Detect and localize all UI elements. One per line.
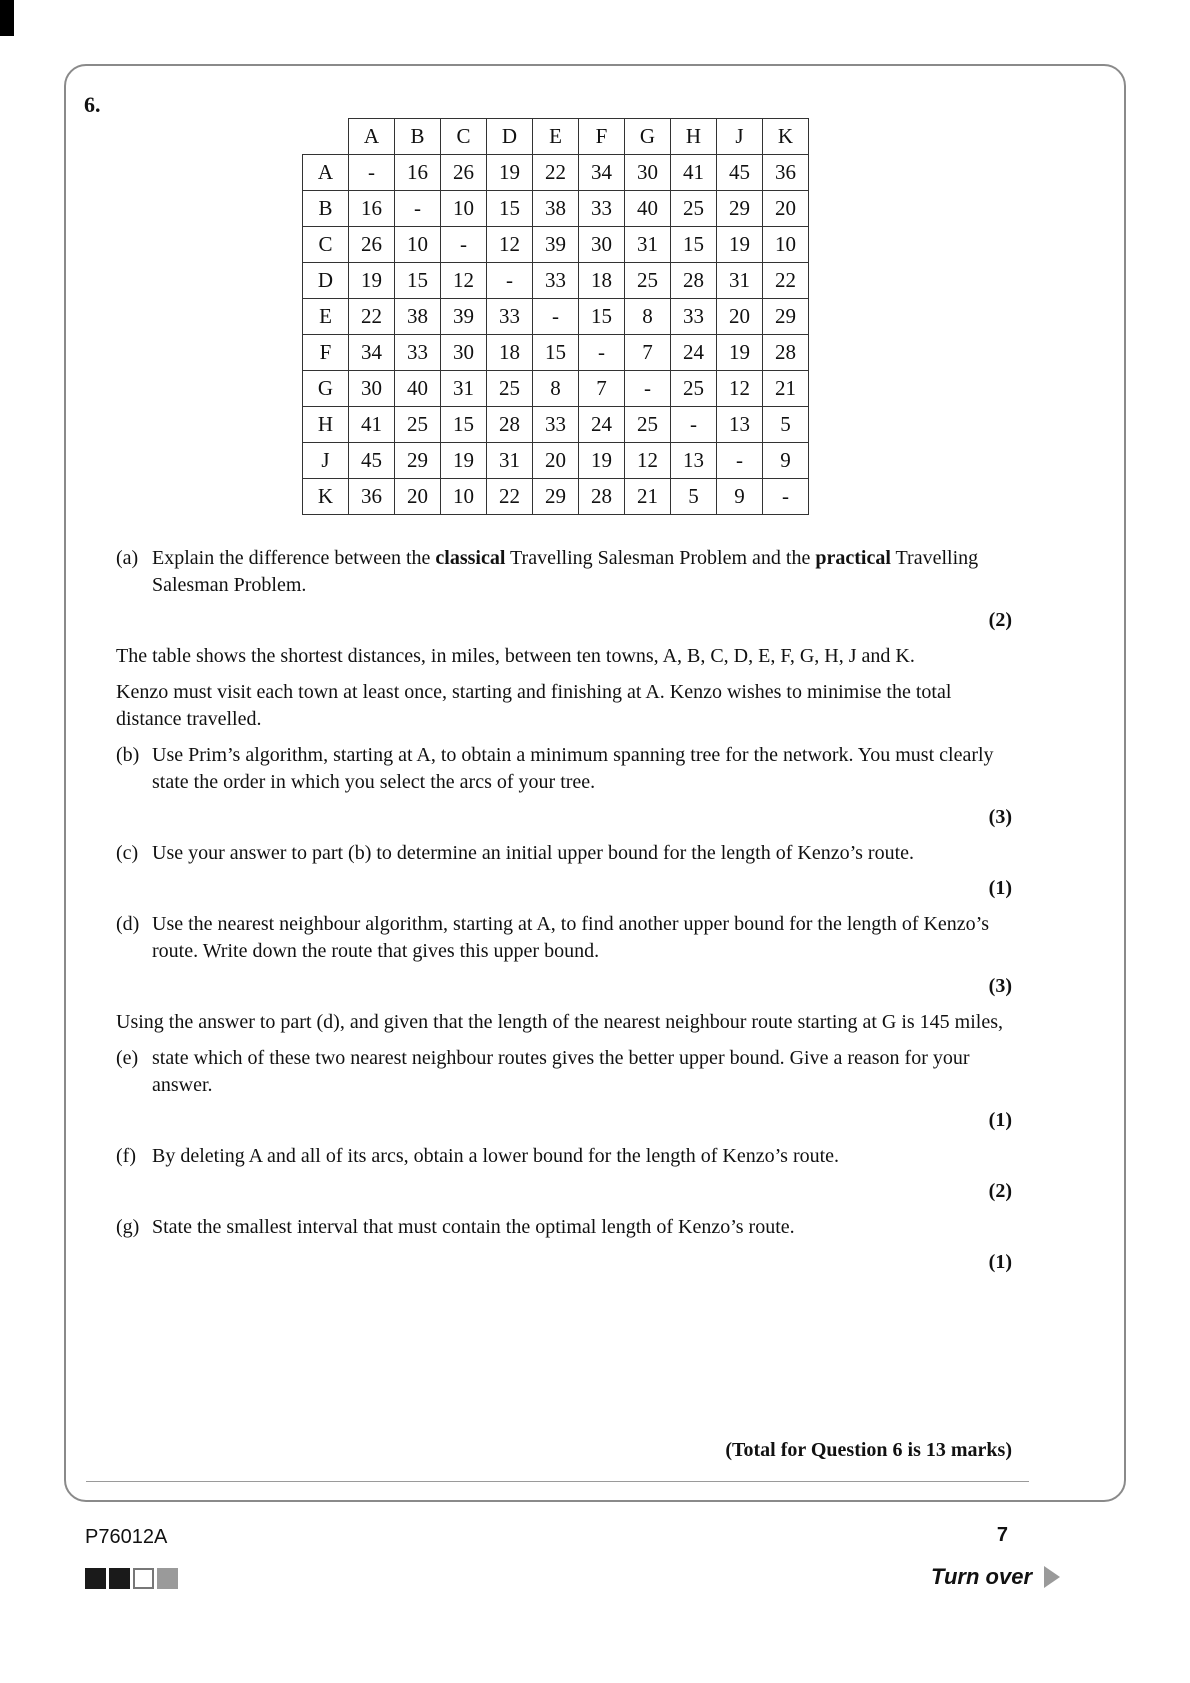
column-header: A bbox=[349, 119, 395, 155]
distance-cell: 12 bbox=[717, 371, 763, 407]
distance-cell: 19 bbox=[349, 263, 395, 299]
distance-cell: 12 bbox=[625, 443, 671, 479]
distance-cell: 20 bbox=[763, 191, 809, 227]
distance-cell: 22 bbox=[533, 155, 579, 191]
column-header: F bbox=[579, 119, 625, 155]
marks-badge: (1) bbox=[988, 1251, 1012, 1273]
distance-cell: 10 bbox=[441, 191, 487, 227]
distance-cell: 15 bbox=[441, 407, 487, 443]
row-header: A bbox=[303, 155, 349, 191]
distance-cell: 38 bbox=[533, 191, 579, 227]
question-box bbox=[64, 64, 1126, 1502]
distance-cell: 30 bbox=[441, 335, 487, 371]
column-header: G bbox=[625, 119, 671, 155]
distance-cell: 25 bbox=[671, 191, 717, 227]
text-segment: Use the nearest neighbour algorithm, starting at A, to find another upper bound for the length of Kenzo’s route. Write down the route that gives this upper bound. bbox=[152, 913, 990, 962]
part-label: (c) bbox=[116, 842, 139, 864]
distance-cell: 29 bbox=[395, 443, 441, 479]
progress-squares bbox=[85, 1568, 178, 1589]
marks-badge: (1) bbox=[988, 1109, 1012, 1131]
paragraph bbox=[116, 1009, 1012, 1036]
distance-cell: 5 bbox=[671, 479, 717, 515]
table-row bbox=[303, 191, 809, 227]
distance-cell: - bbox=[395, 191, 441, 227]
distance-cell: 20 bbox=[717, 299, 763, 335]
column-header: D bbox=[487, 119, 533, 155]
distance-cell: 19 bbox=[717, 227, 763, 263]
distance-cell: 40 bbox=[395, 371, 441, 407]
distance-cell: 15 bbox=[395, 263, 441, 299]
distance-cell: 34 bbox=[579, 155, 625, 191]
distance-cell: 30 bbox=[625, 155, 671, 191]
total-marks-text: (Total for Question 6 is 13 marks) bbox=[725, 1439, 1012, 1461]
distance-cell: 5 bbox=[763, 407, 809, 443]
table-row bbox=[303, 443, 809, 479]
distance-cell: - bbox=[625, 371, 671, 407]
marks-badge: (2) bbox=[988, 609, 1012, 631]
distance-cell: 24 bbox=[671, 335, 717, 371]
part-label: (e) bbox=[116, 1047, 139, 1069]
distance-cell: 20 bbox=[533, 443, 579, 479]
distance-cell: 36 bbox=[763, 155, 809, 191]
part-label: (d) bbox=[116, 913, 140, 935]
part-label: (a) bbox=[116, 547, 139, 569]
table-row bbox=[303, 227, 809, 263]
print-crop-mark bbox=[0, 0, 14, 36]
distance-cell: 8 bbox=[533, 371, 579, 407]
column-header: B bbox=[395, 119, 441, 155]
distance-cell: 16 bbox=[395, 155, 441, 191]
table-row bbox=[303, 407, 809, 443]
distance-cell: 22 bbox=[487, 479, 533, 515]
table-row bbox=[303, 335, 809, 371]
distance-table bbox=[302, 118, 809, 515]
paper-code: P76012A bbox=[85, 1526, 168, 1548]
marks-badge: (2) bbox=[988, 1180, 1012, 1202]
distance-cell: 22 bbox=[763, 263, 809, 299]
column-header: C bbox=[441, 119, 487, 155]
distance-cell: 30 bbox=[349, 371, 395, 407]
row-header: D bbox=[303, 263, 349, 299]
distance-cell: - bbox=[763, 479, 809, 515]
row-header: K bbox=[303, 479, 349, 515]
distance-cell: - bbox=[349, 155, 395, 191]
distance-cell: 24 bbox=[579, 407, 625, 443]
text-segment: Use Prim’s algorithm, starting at A, to obtain a minimum spanning tree for the network. You must clearly state the order in which you select the arcs of your tree. bbox=[152, 744, 994, 793]
part-text bbox=[152, 1045, 1012, 1099]
distance-cell: 15 bbox=[671, 227, 717, 263]
distance-table-header-row bbox=[303, 119, 809, 155]
distance-cell: - bbox=[441, 227, 487, 263]
column-header: E bbox=[533, 119, 579, 155]
distance-cell: 19 bbox=[717, 335, 763, 371]
question-part-d bbox=[116, 911, 1012, 965]
distance-cell: 33 bbox=[487, 299, 533, 335]
distance-cell: 16 bbox=[349, 191, 395, 227]
progress-square-filled bbox=[85, 1568, 106, 1589]
text-segment: By deleting A and all of its arcs, obtain a lower bound for the length of Kenzo’s route. bbox=[152, 1145, 840, 1167]
distance-cell: 25 bbox=[487, 371, 533, 407]
distance-cell: 28 bbox=[487, 407, 533, 443]
distance-cell: 25 bbox=[671, 371, 717, 407]
distance-cell: 15 bbox=[579, 299, 625, 335]
distance-cell: - bbox=[579, 335, 625, 371]
distance-cell: 15 bbox=[533, 335, 579, 371]
distance-table-body bbox=[303, 155, 809, 515]
part-text bbox=[152, 1214, 1012, 1241]
distance-cell: 31 bbox=[717, 263, 763, 299]
column-header: J bbox=[717, 119, 763, 155]
total-marks-row bbox=[725, 1439, 1012, 1462]
text-segment: Use your answer to part (b) to determine an initial upper bound for the length of Kenzo’s route. bbox=[152, 842, 915, 864]
text-segment: State the smallest interval that must contain the optimal length of Kenzo’s route. bbox=[152, 1216, 795, 1238]
row-header: B bbox=[303, 191, 349, 227]
distance-cell: 26 bbox=[441, 155, 487, 191]
distance-cell: 33 bbox=[671, 299, 717, 335]
row-header: G bbox=[303, 371, 349, 407]
progress-square-outline bbox=[133, 1568, 154, 1589]
text-segment: Using the answer to part (d), and given that the length of the nearest neighbour route starting at G is 145 miles, bbox=[116, 1011, 1004, 1033]
distance-cell: 34 bbox=[349, 335, 395, 371]
table-row bbox=[303, 155, 809, 191]
distance-cell: - bbox=[717, 443, 763, 479]
part-text bbox=[152, 545, 1012, 599]
text-segment: Kenzo must visit each town at least once, starting and finishing at A. Kenzo wishes to minimise the total distance travelled. bbox=[116, 681, 952, 730]
part-text bbox=[152, 742, 1012, 796]
text-segment: Explain the difference between the bbox=[152, 547, 436, 569]
distance-cell: 26 bbox=[349, 227, 395, 263]
question-part-a bbox=[116, 545, 1012, 599]
marks-badge: (3) bbox=[988, 806, 1012, 828]
distance-cell: 45 bbox=[349, 443, 395, 479]
distance-cell: 31 bbox=[441, 371, 487, 407]
table-corner-cell bbox=[303, 119, 349, 155]
bottom-rule bbox=[86, 1481, 1029, 1482]
distance-cell: 39 bbox=[441, 299, 487, 335]
text-segment: Travelling Salesman Problem and the bbox=[505, 547, 816, 569]
distance-cell: 38 bbox=[395, 299, 441, 335]
distance-cell: 7 bbox=[579, 371, 625, 407]
turn-over-arrow-icon bbox=[1044, 1566, 1060, 1588]
distance-cell: 45 bbox=[717, 155, 763, 191]
part-text bbox=[152, 1143, 1012, 1170]
distance-cell: 10 bbox=[763, 227, 809, 263]
marks-badge: (3) bbox=[988, 975, 1012, 997]
row-header: J bbox=[303, 443, 349, 479]
distance-cell: 21 bbox=[625, 479, 671, 515]
question-text-blocks bbox=[66, 545, 1124, 1276]
part-text bbox=[152, 911, 1012, 965]
distance-cell: - bbox=[487, 263, 533, 299]
distance-cell: 19 bbox=[579, 443, 625, 479]
column-header: K bbox=[763, 119, 809, 155]
distance-table-head bbox=[303, 119, 809, 155]
row-header: E bbox=[303, 299, 349, 335]
distance-cell: 28 bbox=[671, 263, 717, 299]
distance-cell: 31 bbox=[487, 443, 533, 479]
distance-cell: 30 bbox=[579, 227, 625, 263]
table-row bbox=[303, 299, 809, 335]
distance-cell: 29 bbox=[763, 299, 809, 335]
distance-cell: 7 bbox=[625, 335, 671, 371]
distance-cell: 25 bbox=[625, 407, 671, 443]
paragraph bbox=[116, 679, 1012, 733]
distance-cell: 25 bbox=[625, 263, 671, 299]
text-segment: Travelling Salesman Problem. bbox=[152, 547, 979, 596]
distance-cell: 18 bbox=[579, 263, 625, 299]
distance-cell: 12 bbox=[487, 227, 533, 263]
text-segment: The table shows the shortest distances, in miles, between ten towns, A, B, C, D, E, F, G, H, J and K. bbox=[116, 645, 915, 667]
turn-over bbox=[931, 1564, 1060, 1590]
row-header: F bbox=[303, 335, 349, 371]
distance-cell: 33 bbox=[579, 191, 625, 227]
distance-cell: 28 bbox=[763, 335, 809, 371]
row-header: H bbox=[303, 407, 349, 443]
distance-cell: 22 bbox=[349, 299, 395, 335]
marks-badge: (1) bbox=[988, 877, 1012, 899]
bold-text: practical bbox=[815, 547, 891, 569]
distance-cell: 10 bbox=[441, 479, 487, 515]
distance-cell: 39 bbox=[533, 227, 579, 263]
page-number: 7 bbox=[996, 1524, 1008, 1546]
distance-cell: 9 bbox=[717, 479, 763, 515]
part-text bbox=[152, 840, 1012, 867]
distance-cell: 31 bbox=[625, 227, 671, 263]
distance-cell: 29 bbox=[533, 479, 579, 515]
distance-cell: 19 bbox=[487, 155, 533, 191]
turn-over-label: Turn over bbox=[930, 1564, 1032, 1589]
question-part-e bbox=[116, 1045, 1012, 1099]
distance-cell: 9 bbox=[763, 443, 809, 479]
bold-text: classical bbox=[435, 547, 506, 569]
distance-cell: 29 bbox=[717, 191, 763, 227]
distance-cell: 33 bbox=[533, 263, 579, 299]
table-row bbox=[303, 371, 809, 407]
table-row bbox=[303, 479, 809, 515]
distance-cell: 33 bbox=[533, 407, 579, 443]
distance-cell: - bbox=[671, 407, 717, 443]
distance-cell: 28 bbox=[579, 479, 625, 515]
distance-cell: 33 bbox=[395, 335, 441, 371]
row-header: C bbox=[303, 227, 349, 263]
question-part-b bbox=[116, 742, 1012, 796]
distance-cell: 19 bbox=[441, 443, 487, 479]
progress-square-gray bbox=[157, 1568, 178, 1589]
distance-cell: 41 bbox=[671, 155, 717, 191]
distance-cell: 40 bbox=[625, 191, 671, 227]
distance-cell: 13 bbox=[717, 407, 763, 443]
distance-cell: 20 bbox=[395, 479, 441, 515]
distance-cell: 36 bbox=[349, 479, 395, 515]
distance-cell: 12 bbox=[441, 263, 487, 299]
distance-cell: 25 bbox=[395, 407, 441, 443]
text-segment: state which of these two nearest neighbour routes gives the better upper bound. Give a reason for your answer. bbox=[152, 1047, 970, 1096]
part-label: (g) bbox=[116, 1216, 140, 1238]
table-row bbox=[303, 263, 809, 299]
distance-cell: 15 bbox=[487, 191, 533, 227]
distance-cell: 18 bbox=[487, 335, 533, 371]
distance-cell: 13 bbox=[671, 443, 717, 479]
distance-cell: 41 bbox=[349, 407, 395, 443]
progress-square-filled bbox=[109, 1568, 130, 1589]
question-part-c bbox=[116, 840, 1012, 867]
distance-cell: 8 bbox=[625, 299, 671, 335]
paragraph bbox=[116, 643, 1012, 670]
column-header: H bbox=[671, 119, 717, 155]
question-number: 6. bbox=[84, 92, 101, 117]
question-part-g bbox=[116, 1214, 1012, 1241]
distance-cell: - bbox=[533, 299, 579, 335]
distance-cell: 10 bbox=[395, 227, 441, 263]
part-label: (b) bbox=[116, 744, 140, 766]
distance-cell: 21 bbox=[763, 371, 809, 407]
question-part-f bbox=[116, 1143, 1012, 1170]
part-label: (f) bbox=[116, 1145, 136, 1167]
